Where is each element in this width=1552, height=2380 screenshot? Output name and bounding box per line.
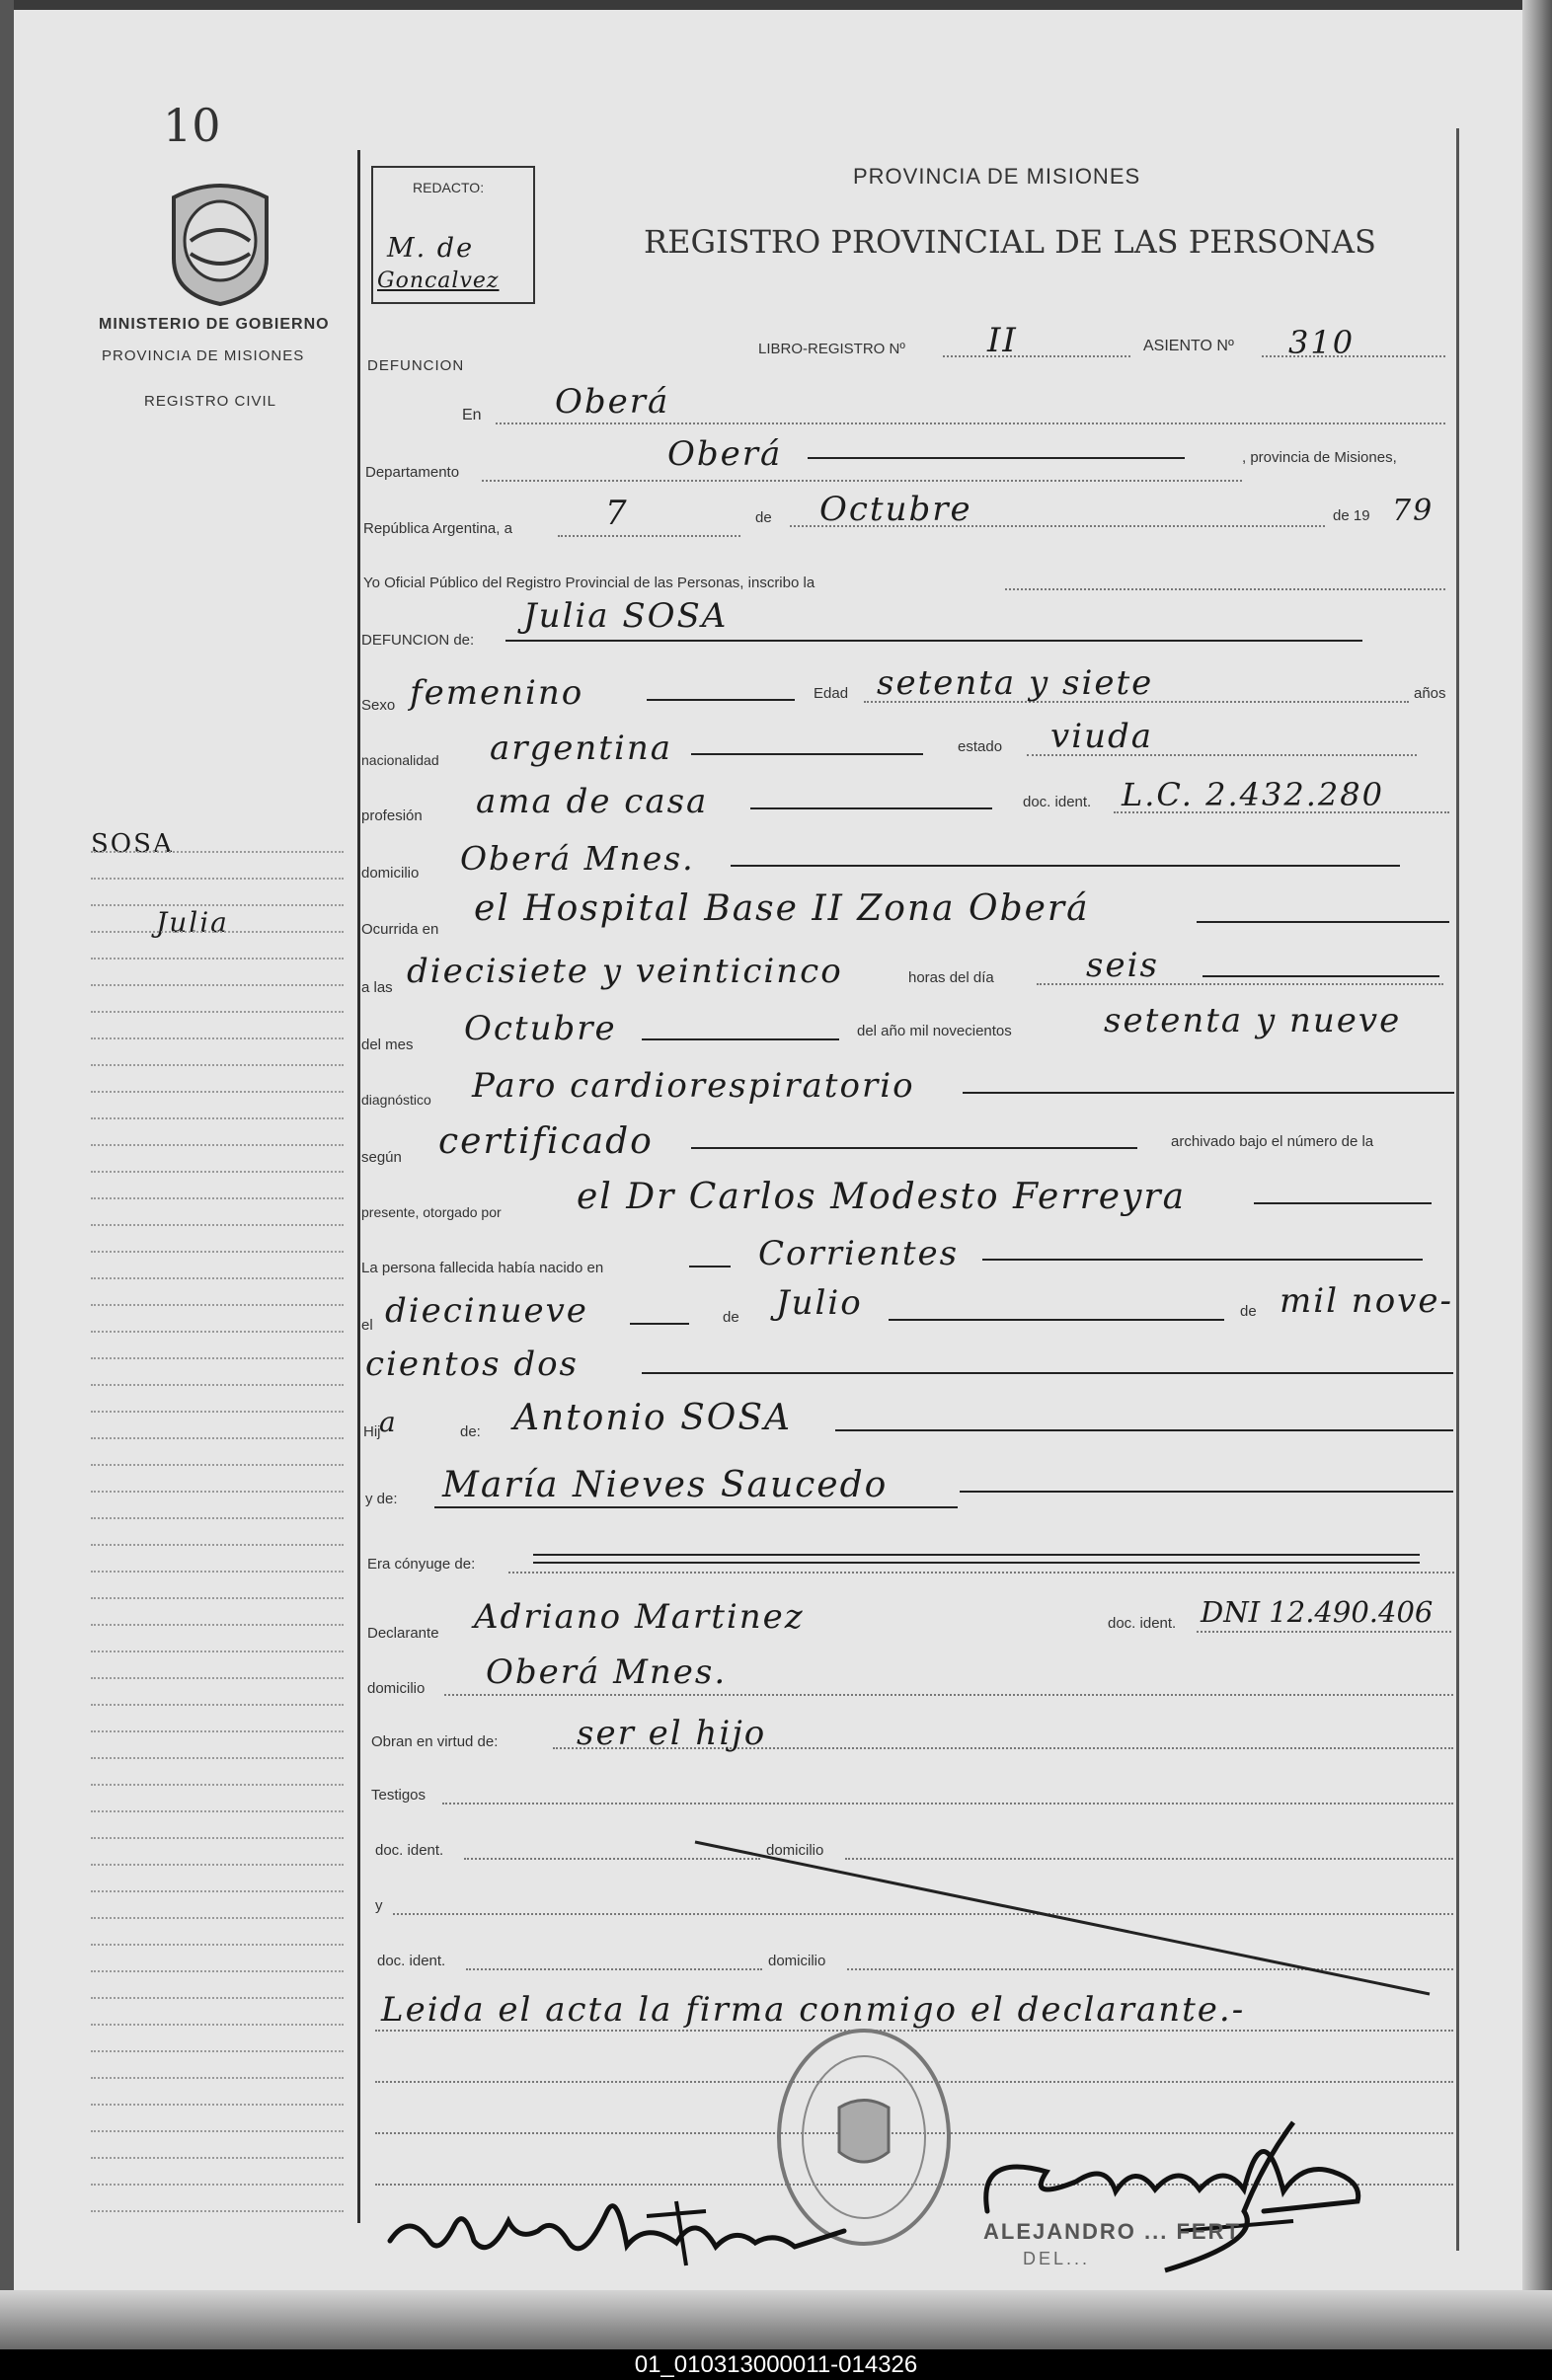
margin-ruled-line: [91, 1117, 344, 1119]
margin-ruled-line: [91, 2050, 344, 2052]
page-number: 10: [163, 99, 221, 152]
margin-ruled-line: [91, 984, 344, 986]
oficial-line: [1005, 588, 1445, 590]
profesion-label: profesión: [361, 807, 423, 824]
testigos-cancel-line: [691, 1836, 1441, 2004]
margin-ruled-line: [91, 1384, 344, 1386]
margin-ruled-line: [91, 1357, 344, 1359]
diagnostico-fill-rule: [963, 1092, 1454, 1094]
left-form-border: [357, 150, 360, 2223]
hijo-label: Hij: [363, 1423, 381, 1440]
year-prefix: de 19: [1333, 507, 1370, 524]
margin-surname: SOSA: [91, 829, 174, 859]
document-id-bar: 01_010313000011-014326: [0, 2349, 1552, 2380]
defuncion-de-rule: [505, 640, 1362, 642]
nacionalidad-label: nacionalidad: [361, 752, 439, 768]
testigo1-domicilio-label: domicilio: [766, 1842, 824, 1859]
margin-ruled-line: [91, 1944, 344, 1946]
conyuge-rule-2: [533, 1562, 1420, 1564]
father-value: Antonio SOSA: [513, 1398, 792, 1438]
domicilio-label: domicilio: [361, 865, 420, 882]
del-mes-label: del mes: [361, 1036, 414, 1053]
ocurrida-fill-rule: [1197, 921, 1449, 923]
margin-ruled-line: [91, 1544, 344, 1546]
libro-value: II: [987, 321, 1018, 360]
mother-value: María Nieves Saucedo: [442, 1465, 889, 1505]
birth-year-value-2: cientos dos: [365, 1344, 580, 1384]
edad-value: setenta y siete: [877, 663, 1154, 703]
a-las-label: a las: [361, 979, 393, 996]
doc-ident-label: doc. ident.: [1023, 794, 1092, 810]
diagnostico-value: Paro cardiorespiratorio: [472, 1066, 915, 1106]
el-label: el: [361, 1317, 373, 1334]
testigo1-doc-label: doc. ident.: [375, 1842, 444, 1859]
profesion-value: ama de casa: [476, 782, 709, 821]
margin-ruled-line: [91, 851, 344, 853]
testigo2-domicilio-label: domicilio: [768, 1953, 826, 1969]
edad-label: Edad: [814, 685, 849, 702]
page-bottom-shadow: [0, 2290, 1552, 2349]
margin-ruled-line: [91, 2210, 344, 2212]
mother-underline: [434, 1506, 958, 1508]
margin-ruled-line: [91, 1624, 344, 1626]
birth-year-fill-rule: [642, 1372, 1453, 1374]
redacto-box: [371, 166, 535, 304]
birth-day-fill-rule: [630, 1323, 689, 1325]
y-de-label: y de:: [365, 1491, 398, 1507]
dia-fill-rule: [1203, 975, 1439, 977]
obran-value: ser el hijo: [577, 1714, 767, 1753]
margin-ruled-line: [91, 1597, 344, 1599]
declarante-domicilio-value: Oberá Mnes.: [486, 1652, 728, 1692]
declarante-label: Declarante: [367, 1625, 439, 1642]
mes-value: Octubre: [464, 1009, 617, 1048]
margin-ruled-line: [91, 1037, 344, 1039]
redacto-value-line1: M. de: [387, 233, 475, 264]
margin-ruled-line: [91, 1571, 344, 1573]
page-edge-left: [0, 0, 14, 2349]
ministry-label: MINISTERIO DE GOBIERNO: [99, 316, 330, 333]
month-value: Octubre: [819, 490, 972, 529]
asiento-value: 310: [1288, 324, 1356, 361]
margin-ruled-line: [91, 1277, 344, 1279]
year-value: 79: [1392, 494, 1435, 528]
y-label: y: [375, 1897, 383, 1914]
margin-ruled-line: [91, 1997, 344, 1999]
testigo2-doc-label: doc. ident.: [377, 1953, 446, 1969]
redacto-label: REDACTO:: [413, 180, 485, 195]
departamento-value: Oberá: [667, 434, 783, 474]
margin-ruled-line: [91, 1304, 344, 1306]
margin-ruled-line: [91, 1091, 344, 1093]
domicilio-fill-rule: [731, 865, 1400, 867]
diagnostico-label: diagnóstico: [361, 1092, 431, 1108]
birth-year-value-1: mil nove-: [1280, 1281, 1453, 1321]
declarant-signature-icon: [380, 2172, 913, 2280]
margin-ruled-line: [91, 2184, 344, 2186]
en-label: En: [462, 407, 482, 423]
birth-de-label-2: de: [1240, 1303, 1257, 1320]
libro-line: [943, 355, 1130, 357]
archivado-label: archivado bajo el número de la: [1171, 1133, 1374, 1150]
margin-ruled-line: [91, 1171, 344, 1173]
nacido-value: Corrientes: [758, 1234, 960, 1273]
asiento-label: ASIENTO Nº: [1143, 338, 1234, 354]
birth-month-fill-rule: [889, 1319, 1224, 1321]
ocurrida-label: Ocurrida en: [361, 921, 439, 938]
right-form-border: [1456, 128, 1459, 2251]
declarante-value: Adriano Martinez: [474, 1597, 805, 1637]
margin-ruled-line: [91, 1677, 344, 1679]
birth-month-value: Julio: [776, 1283, 863, 1323]
testigos-line: [442, 1803, 1453, 1804]
mes-fill-rule: [642, 1038, 839, 1040]
presente-fill-rule: [1254, 1202, 1432, 1204]
margin-ruled-line: [91, 1810, 344, 1812]
margin-ruled-line: [91, 1064, 344, 1066]
declarante-doc-line: [1197, 1631, 1451, 1633]
margin-ruled-line: [91, 1864, 344, 1866]
margin-ruled-line: [91, 1224, 344, 1226]
margin-ruled-line: [91, 1651, 344, 1652]
margin-ruled-line: [91, 1784, 344, 1786]
birth-day-value: diecinueve: [385, 1291, 588, 1331]
presente-value: el Dr Carlos Modesto Ferreyra: [577, 1177, 1187, 1217]
ocurrida-value: el Hospital Base II Zona Oberá: [474, 888, 1090, 929]
defuncion-type-label: DEFUNCION: [367, 357, 465, 374]
profesion-fill-rule: [750, 807, 992, 809]
sexo-label: Sexo: [361, 697, 396, 714]
margin-ruled-line: [91, 1011, 344, 1013]
margin-ruled-line: [91, 1837, 344, 1839]
margin-ruled-line: [91, 1437, 344, 1439]
margin-ruled-line: [91, 958, 344, 960]
day-line: [558, 535, 740, 537]
margin-ruled-line: [91, 1757, 344, 1759]
margin-ruled-line: [91, 2130, 344, 2132]
republica-label: República Argentina, a: [363, 520, 512, 537]
province-label: PROVINCIA DE MISIONES: [102, 347, 305, 364]
ano-value: setenta y nueve: [1104, 1001, 1402, 1040]
nacido-lead-rule: [689, 1266, 731, 1267]
margin-ruled-line: [91, 1970, 344, 1972]
nacionalidad-fill-rule: [691, 753, 923, 755]
oficial-text: Yo Oficial Público del Registro Provincial de las Personas, inscribo la: [363, 575, 815, 591]
declarante-doc-label: doc. ident.: [1108, 1615, 1177, 1632]
closing-text: Leida el acta la firma conmigo el declarante.-: [381, 1990, 1246, 2030]
defuncion-de-value: Julia SOSA: [523, 596, 729, 636]
provincia-suffix: , provincia de Misiones,: [1242, 449, 1397, 466]
margin-ruled-line: [91, 1890, 344, 1892]
page-edge-top: [0, 0, 1552, 10]
en-line: [496, 422, 1445, 424]
doc-ident-value: L.C. 2.432.280: [1122, 776, 1384, 813]
defuncion-de-label: DEFUNCION de:: [361, 632, 475, 649]
margin-ruled-line: [91, 2157, 344, 2159]
nacido-fill-rule: [982, 1259, 1423, 1261]
page-edge-right: [1522, 0, 1552, 2349]
dia-value: seis: [1086, 946, 1159, 985]
header-province: PROVINCIA DE MISIONES: [853, 164, 1141, 189]
margin-ruled-line: [91, 1491, 344, 1493]
margin-ruled-line: [91, 1331, 344, 1333]
presente-label: presente, otorgado por: [361, 1204, 502, 1220]
segun-label: según: [361, 1149, 402, 1166]
conyuge-line: [508, 1572, 1454, 1574]
margin-ruled-line: [91, 931, 344, 933]
nacido-label: La persona fallecida había nacido en: [361, 1260, 604, 1276]
segun-value: certificado: [438, 1121, 654, 1162]
testigos-label: Testigos: [371, 1787, 427, 1804]
margin-ruled-line: [91, 1917, 344, 1919]
official-stamp-name: ALEJANDRO ... FERT: [983, 2219, 1241, 2244]
margin-given-name: Julia: [156, 906, 229, 939]
declarante-doc-value: DNI 12.490.406: [1201, 1595, 1434, 1629]
margin-ruled-line: [91, 2077, 344, 2079]
horas-label: horas del día: [908, 969, 994, 986]
libro-label: LIBRO-REGISTRO Nº: [758, 341, 905, 357]
margin-ruled-line: [91, 2104, 344, 2106]
margin-ruled-line: [91, 1197, 344, 1199]
registry-label: REGISTRO CIVIL: [144, 393, 277, 410]
header-title: REGISTRO PROVINCIAL DE LAS PERSONAS: [644, 223, 1376, 261]
hijo-de-label: de:: [460, 1423, 481, 1440]
departamento-label: Departamento: [365, 464, 460, 481]
sexo-value: femenino: [410, 673, 584, 713]
conyuge-label: Era cónyuge de:: [367, 1556, 476, 1573]
conyuge-rule-1: [533, 1554, 1420, 1556]
margin-ruled-line: [91, 1730, 344, 1732]
margin-ruled-line: [91, 1704, 344, 1706]
day-value: 7: [605, 494, 629, 533]
nacionalidad-value: argentina: [490, 729, 673, 768]
margin-ruled-line: [91, 1251, 344, 1253]
obran-label: Obran en virtud de:: [371, 1733, 499, 1750]
segun-fill-rule: [691, 1147, 1137, 1149]
margin-ruled-line: [91, 1517, 344, 1519]
a-las-value: diecisiete y veinticinco: [407, 952, 843, 991]
father-fill-rule: [835, 1429, 1453, 1431]
en-value: Oberá: [555, 382, 670, 422]
margin-ruled-line: [91, 1144, 344, 1146]
margin-ruled-line: [91, 904, 344, 906]
de-label: de: [755, 509, 772, 526]
hijo-suffix: a: [379, 1406, 398, 1438]
estado-value: viuda: [1050, 717, 1154, 756]
margin-ruled-line: [91, 2024, 344, 2026]
official-stamp-sub: DEL...: [1023, 2249, 1091, 2268]
departamento-fill-rule: [808, 457, 1185, 459]
mother-fill-rule: [960, 1491, 1453, 1493]
redacto-value-line2: Goncalvez: [377, 269, 500, 293]
sexo-fill-rule: [647, 699, 795, 701]
birth-de-label-1: de: [723, 1309, 739, 1326]
declarante-domicilio-line: [444, 1694, 1453, 1696]
margin-ruled-line: [91, 1411, 344, 1413]
anos-label: años: [1414, 685, 1446, 702]
domicilio-value: Oberá Mnes.: [460, 839, 695, 878]
margin-ruled-line: [91, 878, 344, 880]
del-ano-label: del año mil novecientos: [857, 1023, 1012, 1039]
estado-label: estado: [958, 738, 1003, 755]
declarante-domicilio-label: domicilio: [367, 1680, 426, 1697]
provincial-seal-icon: [166, 180, 274, 306]
departamento-line: [482, 480, 1242, 482]
margin-ruled-line: [91, 1464, 344, 1466]
